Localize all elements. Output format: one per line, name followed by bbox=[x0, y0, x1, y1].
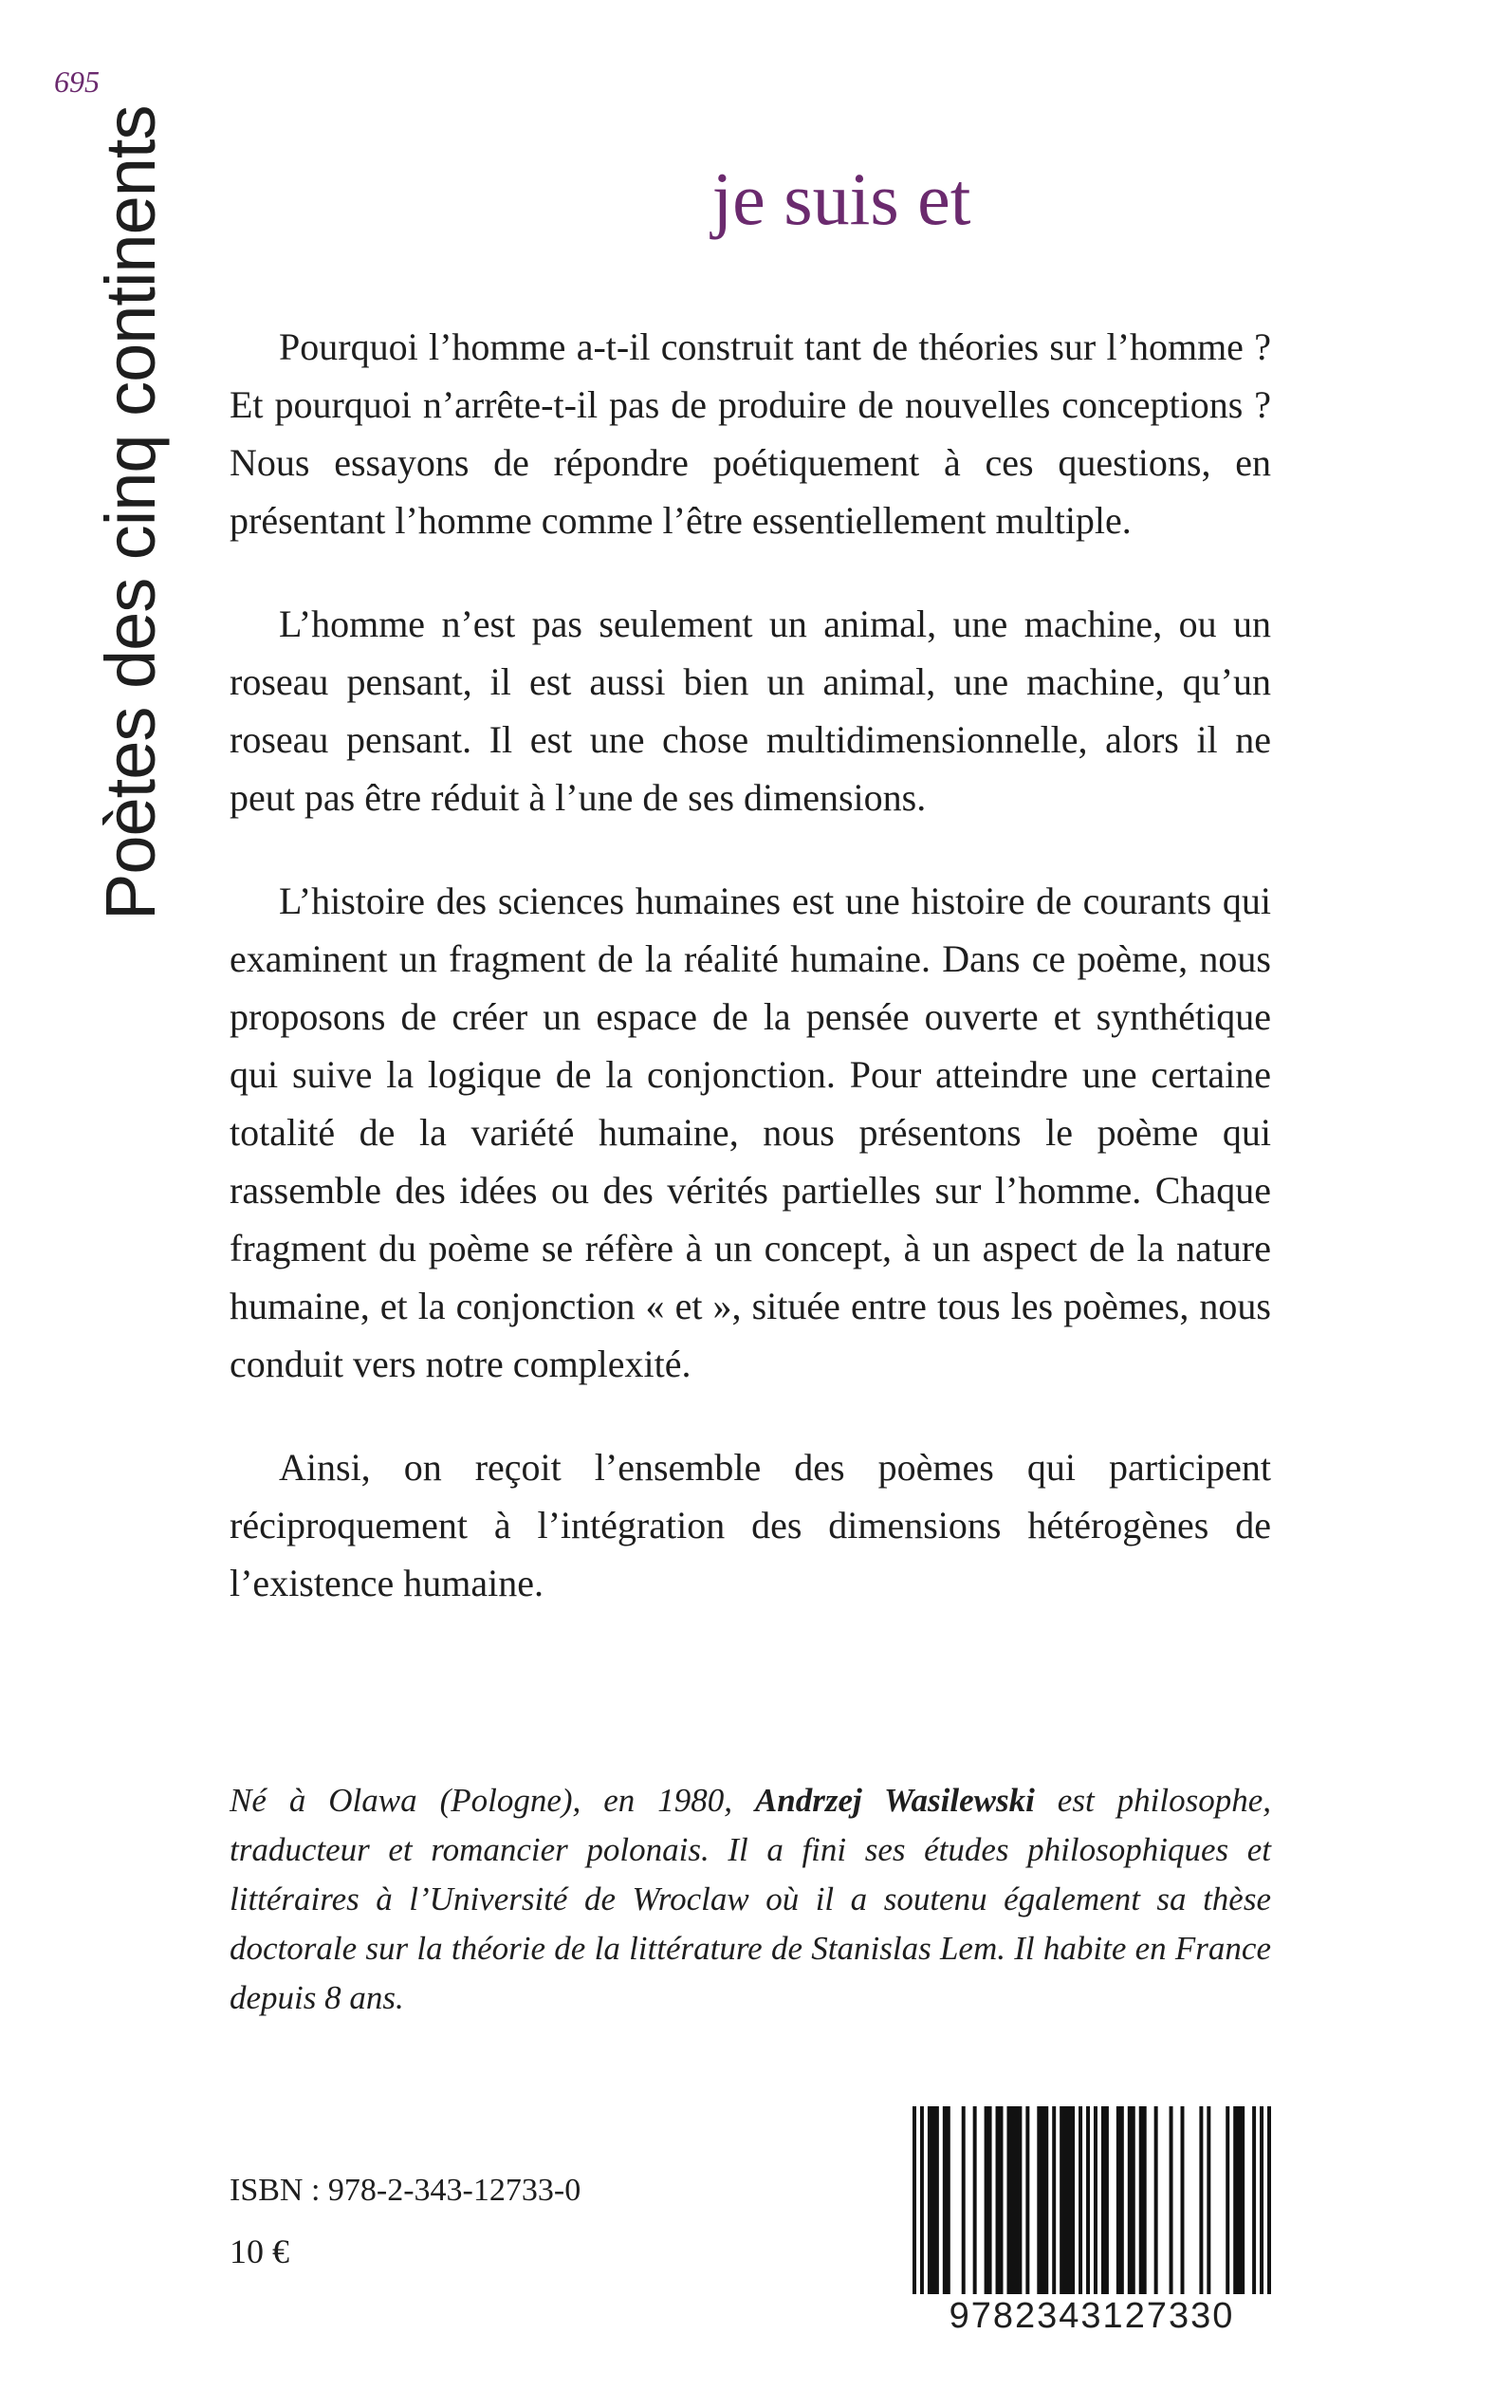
barcode-bar bbox=[1139, 2106, 1147, 2294]
barcode-bar bbox=[1207, 2106, 1210, 2294]
description-paragraph: L’homme n’est pas seulement un animal, une machine, ou un roseau pensant, il est aussi bien un animal, une machine, qu’un roseau pensant. Il est une chose multidimensionnelle, alors il ne peut pas être réduit à l’une de ses dimensions. bbox=[230, 602, 1271, 819]
bio-text-after: est philosophe, traducteur et romancier polonais. Il a fini ses études philosophiques et littéraires à l’Université de Wroclaw où il a soutenu également sa thèse doctorale sur la théorie de la littérature de Stanislas Lem. Il habite en France depuis 8 ans. bbox=[230, 1782, 1271, 2016]
barcode-bar bbox=[1199, 2106, 1203, 2294]
bio-text-before: Né à Olawa (Pologne), en 1980, bbox=[230, 1782, 755, 1819]
barcode-bar bbox=[920, 2106, 924, 2294]
barcode-bar bbox=[943, 2106, 950, 2294]
barcode-bars bbox=[913, 2106, 1271, 2294]
barcode-bar bbox=[962, 2106, 966, 2294]
barcode-bar bbox=[1128, 2106, 1135, 2294]
description-paragraph: Ainsi, on reçoit l’ensemble des poèmes qui participent réciproquement à l’intégration des dimensions hétérogènes de l’existence humaine. bbox=[230, 1446, 1271, 1604]
barcode-bar bbox=[1181, 2106, 1185, 2294]
series-name: Poètes des cinq continents bbox=[91, 105, 170, 920]
barcode-bar bbox=[1260, 2106, 1263, 2294]
barcode-bar bbox=[1079, 2106, 1082, 2294]
barcode-bar bbox=[1226, 2106, 1229, 2294]
isbn: ISBN : 978-2-343-12733-0 bbox=[230, 2173, 581, 2208]
barcode-bar bbox=[1025, 2106, 1029, 2294]
barcode-bar bbox=[928, 2106, 939, 2294]
barcode-bar bbox=[913, 2106, 916, 2294]
barcode-bar bbox=[1006, 2106, 1022, 2294]
author-name: Andrzej Wasilewski bbox=[754, 1782, 1035, 1819]
barcode-bar bbox=[1060, 2106, 1075, 2294]
description bbox=[230, 318, 1271, 1658]
description-paragraph: L’histoire des sciences humaines est une histoire de courants qui examinent un fragment de la réalité humaine. Dans ce poème, nous proposons de créer un espace de la pensée ouverte et synthétique qui suive la logique de la conjonction. Pour atteindre une certaine totalité de la variété humaine, nous présentons le poème qui rassemble des idées ou des vérités partielles sur l’homme. Chaque fragment du poème se réfère à un concept, à un aspect de la nature humaine, et la conjonction « et », située entre tous les poèmes, nous conduit vers notre complexité. bbox=[230, 880, 1271, 1385]
barcode bbox=[913, 2106, 1271, 2336]
series-number: 695 bbox=[54, 65, 100, 99]
barcode-bar bbox=[1094, 2106, 1097, 2294]
barcode-digits: 9782343127330 bbox=[949, 2296, 1235, 2336]
barcode-bar bbox=[1170, 2106, 1173, 2294]
barcode-bar bbox=[985, 2106, 992, 2294]
description-paragraph: Pourquoi l’homme a-t-il construit tant de théories sur l’homme ? Et pourquoi n’arrête-t-il pas de produire de nouvelles conceptions ? Nous essayons de répondre poétiquement à ces questions, en présentant l’homme comme l’être essentiellement multiple. bbox=[230, 325, 1271, 542]
barcode-bar bbox=[1252, 2106, 1256, 2294]
price: 10 € bbox=[230, 2232, 289, 2270]
barcode-bar bbox=[1052, 2106, 1056, 2294]
barcode-bar bbox=[1267, 2106, 1271, 2294]
book-title: je suis et bbox=[711, 157, 971, 240]
barcode-bar bbox=[973, 2106, 977, 2294]
barcode-bar bbox=[1037, 2106, 1048, 2294]
barcode-bar bbox=[1086, 2106, 1090, 2294]
barcode-bar bbox=[1101, 2106, 1109, 2294]
barcode-bar bbox=[996, 2106, 1004, 2294]
barcode-bar bbox=[1233, 2106, 1245, 2294]
author-bio bbox=[230, 1776, 1271, 2023]
barcode-bar bbox=[1154, 2106, 1158, 2294]
barcode-bar bbox=[1116, 2106, 1124, 2294]
